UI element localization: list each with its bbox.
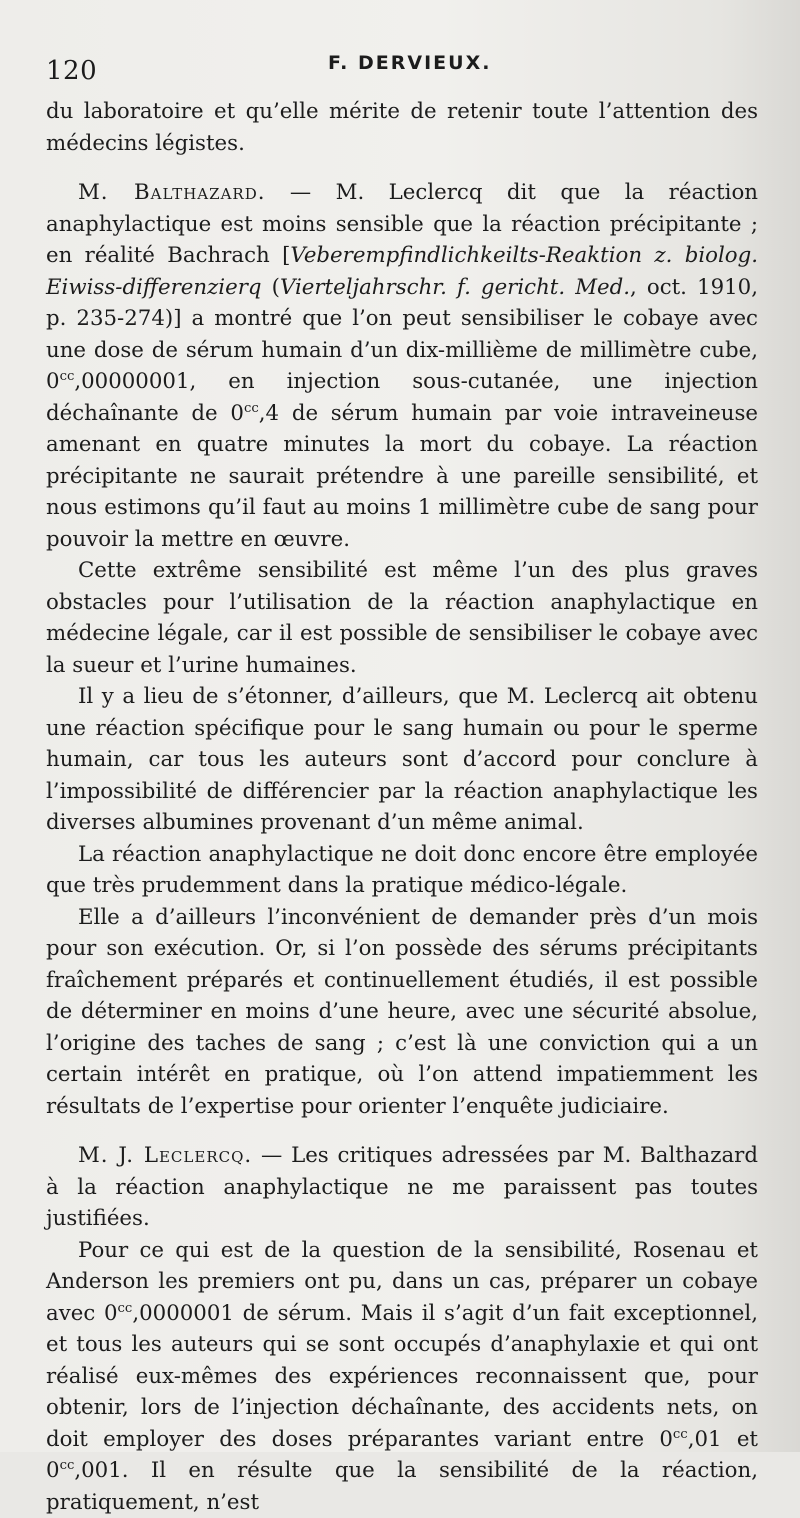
text-run: ,0000001 de sérum. Mais il s’agit d’un fait exceptionnel, et tous les auteurs qui se sont occupés d’anaphylaxie et qui ont réalisé eux-mêmes des expériences reconnaissent que, pour obtenir, lors de l’injection déchaînante, des accidents nets, on doit employer des doses préparantes variant entre 0: [46, 1301, 758, 1452]
speaker-name: M. Balthazard.: [78, 180, 266, 205]
page-body: [46, 96, 758, 1518]
paragraph: Il y a lieu de s’étonner, d’ailleurs, que M. Leclercq ait obtenu une réaction spécifique pour le sang humain ou pour le sperme humain, car tous les auteurs sont d’accord pour conclure à l’impossibilité de différencier par la réaction anaphylactique les diverses albumines provenant d’un même animal.: [46, 681, 758, 839]
paragraph: Cette extrême sensibilité est même l’un des plus graves obstacles pour l’utilisation de la réaction anaphylactique en médecine légale, car il est possible de sensibiliser le cobaye avec la sueur et l’urine humaines.: [46, 555, 758, 681]
page-header: [46, 48, 756, 88]
unit-superscript: cc: [60, 1458, 75, 1473]
paragraph-leclercq: [46, 1140, 758, 1235]
unit-superscript: cc: [60, 369, 75, 384]
text-run: ,00000001, en injection sous-cutanée, une injection déchaînante de 0: [46, 369, 758, 426]
unit-superscript: cc: [673, 1426, 688, 1441]
reference-journal: Vierteljahrschr. f. gericht. Med.: [280, 275, 630, 300]
unit-superscript: cc: [118, 1300, 133, 1315]
text-run: Les critiques adressées par M. Balthazard à la réaction anaphylactique ne me paraissent pas toutes justifiées.: [46, 1143, 758, 1231]
reference-title: Veberempfindlichkeilts-Reaktion z. biolog. Eiwiss-differenzierq: [46, 243, 758, 300]
paragraph-sensibilite: [46, 1235, 758, 1518]
unit-superscript: cc: [244, 400, 259, 415]
page-number: 120: [46, 56, 97, 86]
running-head: F. DERVIEUX.: [328, 52, 491, 74]
text-run: (: [262, 275, 280, 300]
speaker-name: M. J. Leclercq.: [78, 1143, 252, 1168]
text-run: , oct. 1910, p. 235-274)] a montré que l’on peut sensibiliser le cobaye avec une dose de sérum humain d’un dix-millième de millimètre cube, 0: [46, 275, 758, 395]
dash: —: [266, 180, 336, 205]
paragraph: La réaction anaphylactique ne doit donc encore être employée que très prudemment dans la pratique médico-légale.: [46, 839, 758, 902]
paragraph: Elle a d’ailleurs l’inconvénient de demander près d’un mois pour son exécution. Or, si l’on possède des sérums précipitants fraîchement préparés et continuellement étudiés, il est possible de déterminer en moins d’une heure, avec une sécurité absolue, l’origine des taches de sang ; c’est là une conviction qui a un certain intérêt en pratique, où l’on attend impatiemment les résultats de l’expertise pour orienter l’enquête judiciaire.: [46, 902, 758, 1123]
paragraph-continuation: du laboratoire et qu’elle mérite de retenir toute l’attention des médecins légistes.: [46, 96, 758, 159]
text-run: ,001. Il en résulte que la sensibilité de la réaction, pratiquement, n’est: [46, 1458, 758, 1515]
text-run: ,01 et 0: [46, 1427, 758, 1484]
text-run: Pour ce qui est de la question de la sensibilité, Rosenau et Anderson les premiers ont pu, dans un cas, préparer un cobaye avec 0: [46, 1238, 758, 1326]
text-run: M. Leclercq dit que la réaction anaphylactique est moins sensible que la réaction précipitante ; en réalité Bachrach [: [46, 180, 758, 268]
paragraph-balthazard: [46, 177, 758, 555]
text-run: ,4 de sérum humain par voie intraveineuse amenant en quatre minutes la mort du cobaye. La réaction précipitante ne saurait prétendre à une pareille sensibilité, et nous estimons qu’il faut au moins 1 millimètre cube de sang pour pouvoir la mettre en œuvre.: [46, 401, 758, 552]
dash: —: [252, 1143, 291, 1168]
